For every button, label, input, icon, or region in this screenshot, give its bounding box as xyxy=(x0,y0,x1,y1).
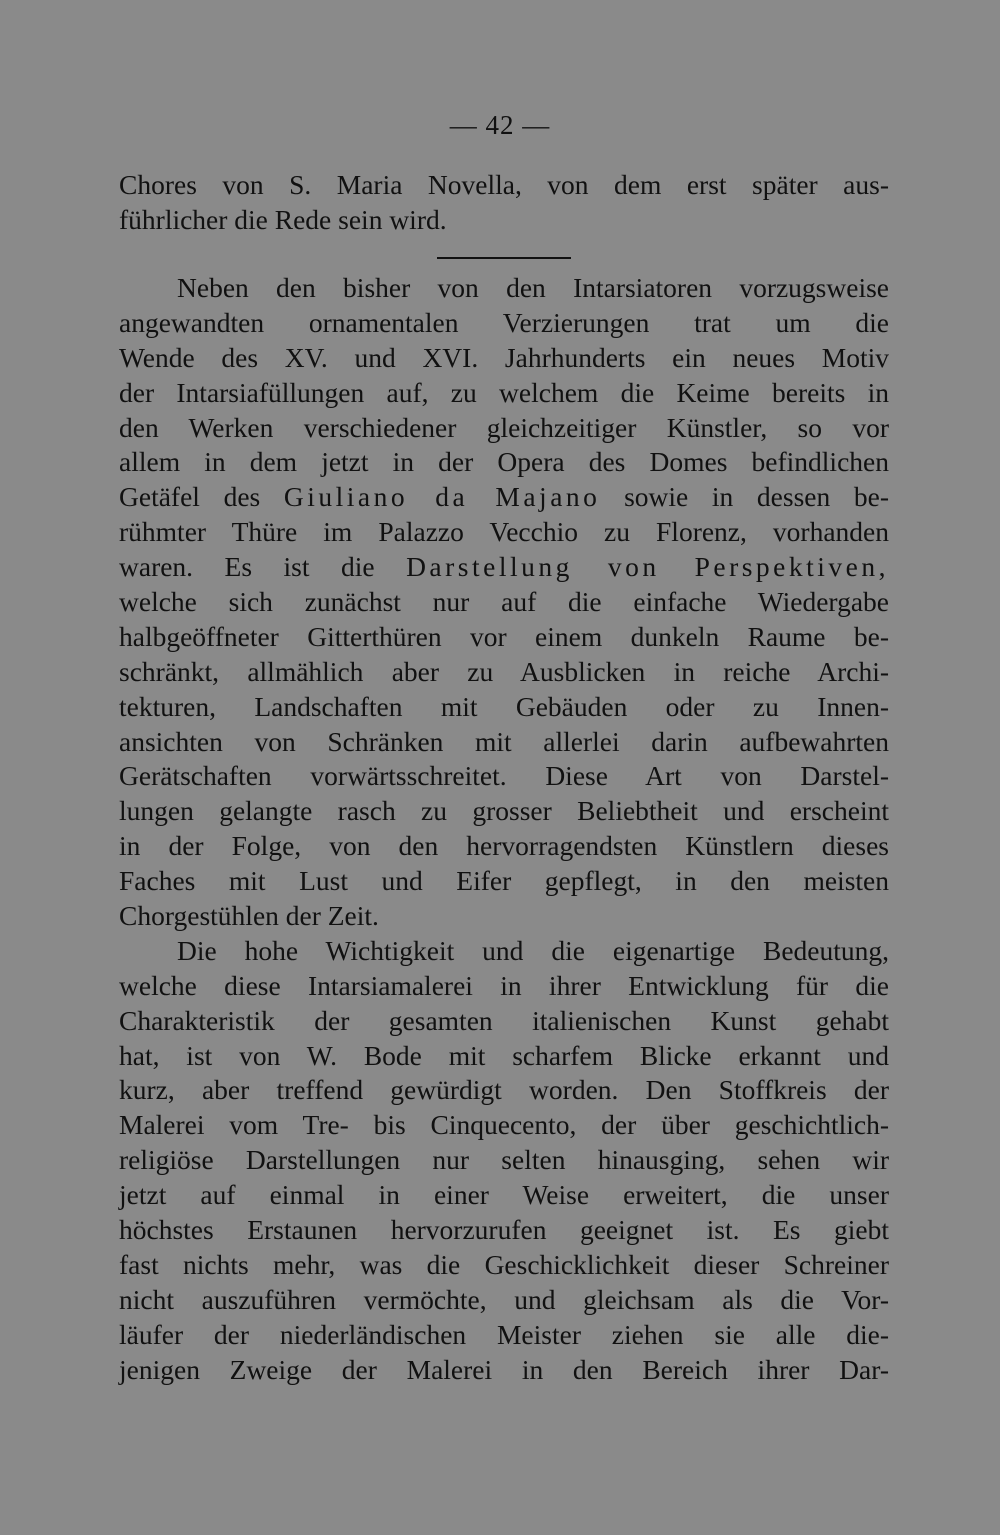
text-line: welche sich zunächst nur auf die einfache Wiedergabe xyxy=(119,586,889,618)
text-line xyxy=(119,550,889,585)
text-line: kurz, aber treffend gewürdigt worden. Den Stoffkreis der xyxy=(119,1074,889,1106)
section-divider xyxy=(437,257,571,259)
text-line: allem in dem jetzt in der Opera des Domes befindlichen xyxy=(119,446,889,478)
text-line: den Werken verschiedener gleichzeitiger Künstler, so vor xyxy=(119,411,889,443)
text-line: Chorgestühlen der Zeit. xyxy=(119,900,379,932)
text-line: Neben den bisher von den Intarsiatoren vorzugsweise xyxy=(177,272,889,303)
text-segment: Getäfel des xyxy=(119,481,261,513)
text-line: ansichten von Schränken mit allerlei darin aufbewahrten xyxy=(119,725,889,757)
text-segment: waren. Es ist die xyxy=(119,551,375,583)
text-line: in der Folge, von den hervorragendsten Künstlern dieses xyxy=(119,830,889,862)
text-line: hat, ist von W. Bode mit scharfem Blicke erkannt und xyxy=(119,1039,889,1071)
text-line: Wende des XV. und XVI. Jahrhunderts ein neues Motiv xyxy=(119,341,889,373)
text-line: höchstes Erstaunen hervorzurufen geeignet ist. Es giebt xyxy=(119,1214,889,1246)
page-number: — 42 — xyxy=(449,110,551,140)
spaced-emphasis: Darstellung von Perspektiven, xyxy=(406,551,889,583)
text-line: fast nichts mehr, was die Geschicklichkeit dieser Schreiner xyxy=(119,1248,889,1280)
text-line: angewandten ornamentalen Verzierungen trat um die xyxy=(119,306,889,338)
text-line: tekturen, Landschaften mit Gebäuden oder zu Innen- xyxy=(119,690,889,722)
text-line: Charakteristik der gesamten italienischen Kunst gehabt xyxy=(119,1004,889,1036)
text-line: Malerei vom Tre- bis Cinquecento, der über geschichtlich- xyxy=(119,1109,889,1141)
text-line: rühmter Thüre im Palazzo Vecchio zu Florenz, vorhanden xyxy=(119,516,889,548)
text-line: lungen gelangte rasch zu grosser Beliebtheit und erscheint xyxy=(119,795,889,827)
text-line: läufer der niederländischen Meister ziehen sie alle die- xyxy=(119,1318,889,1350)
opening-text xyxy=(119,168,889,238)
text-line: religiöse Darstellungen nur selten hinausging, sehen wir xyxy=(119,1144,889,1176)
text-line: welche diese Intarsiamalerei in ihrer Entwicklung für die xyxy=(119,969,889,1001)
text-line: Die hohe Wichtigkeit und die eigenartige Bedeutung, xyxy=(177,934,889,966)
text-line: führlicher die Rede sein wird. xyxy=(119,203,447,235)
spaced-name: Giuliano da Majano xyxy=(283,481,601,513)
text-line: Chores von S. Maria Novella, von dem erst später aus- xyxy=(119,169,889,200)
text-line: der Intarsiafüllungen auf, zu welchem die Keime bereits in xyxy=(119,376,889,408)
text-line: halbgeöffneter Gitterthüren vor einem dunkeln Raume be- xyxy=(119,620,889,652)
text-line: Gerätschaften vorwärtsschreitet. Diese Art von Darstel- xyxy=(119,760,889,792)
text-line: jenigen Zweige der Malerei in den Bereich ihrer Dar- xyxy=(119,1353,889,1385)
text-line xyxy=(119,480,889,515)
text-segment: sowie in dessen be- xyxy=(624,481,890,513)
body-text xyxy=(119,271,889,1388)
text-line: Faches mit Lust und Eifer gepflegt, in den meisten xyxy=(119,865,889,897)
text-line: schränkt, allmählich aber zu Ausblicken in reiche Archi- xyxy=(119,655,889,687)
text-line: jetzt auf einmal in einer Weise erweitert, die unser xyxy=(119,1179,889,1211)
text-line: nicht auszuführen vermöchte, und gleichsam als die Vor- xyxy=(119,1283,889,1315)
